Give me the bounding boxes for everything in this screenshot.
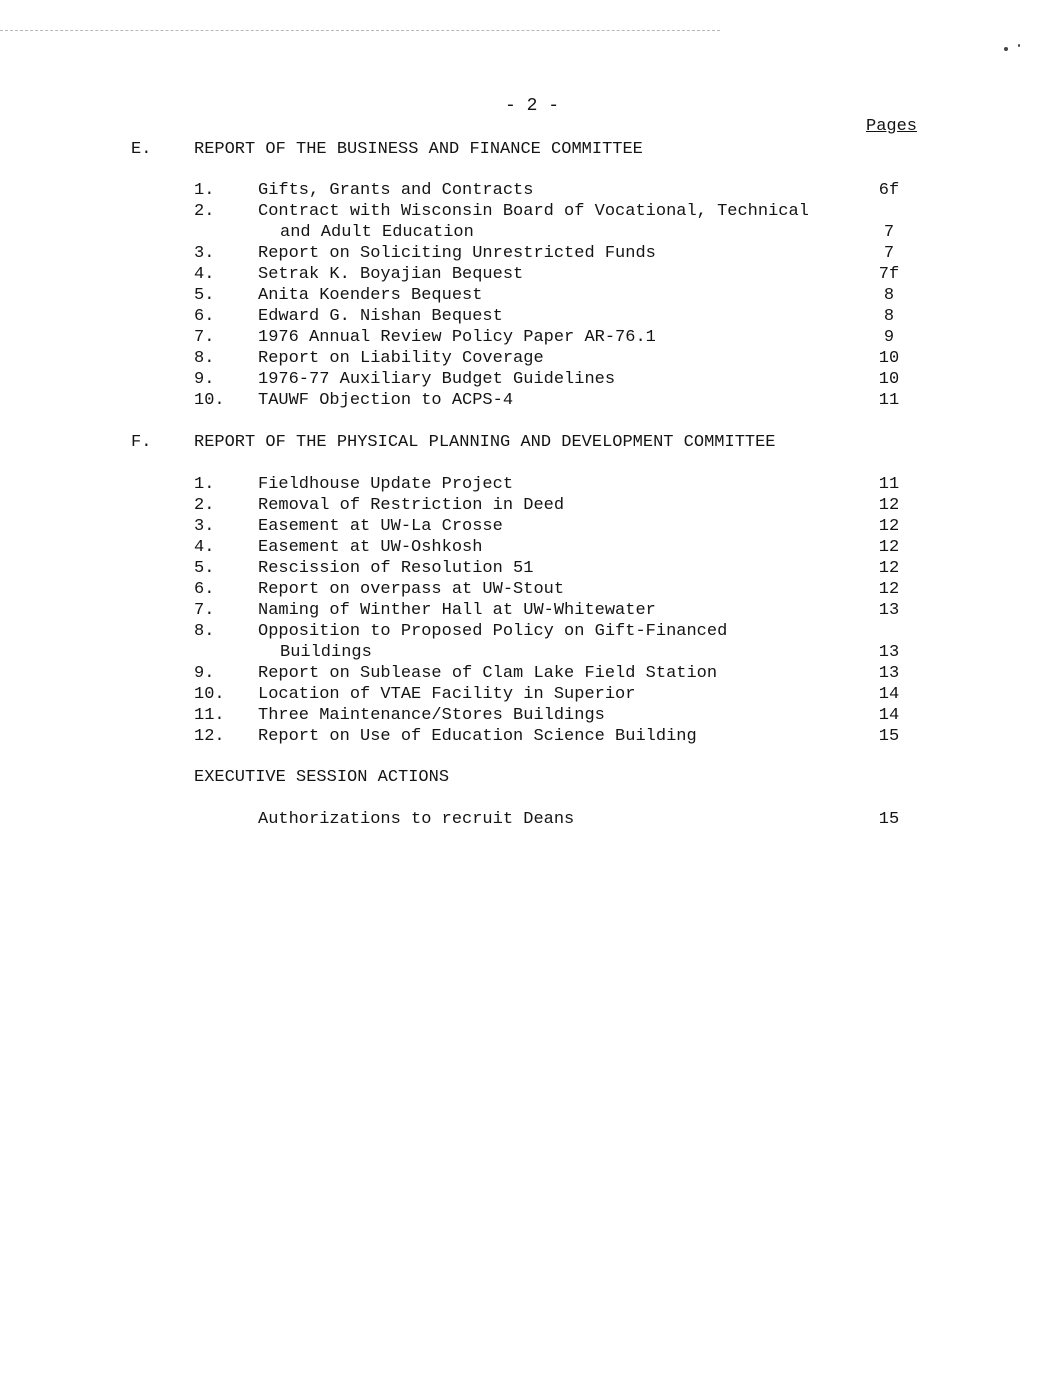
list-item xyxy=(0,664,1058,685)
item-number: 7. xyxy=(194,601,215,620)
list-item xyxy=(0,622,1058,643)
item-text: Buildings xyxy=(280,643,372,662)
item-text: Report on Use of Education Science Building xyxy=(258,727,697,746)
item-number: 10. xyxy=(194,391,225,410)
item-number: 8. xyxy=(194,349,215,368)
executive-session-title: EXECUTIVE SESSION ACTIONS xyxy=(194,768,450,787)
item-text: Edward G. Nishan Bequest xyxy=(258,307,503,326)
section-e-title: REPORT OF THE BUSINESS AND FINANCE COMMITTEE xyxy=(194,140,643,159)
list-item xyxy=(0,202,1058,223)
item-text: Opposition to Proposed Policy on Gift-Financed xyxy=(258,622,728,641)
item-number: 10. xyxy=(194,685,225,704)
item-page: 6f xyxy=(878,181,900,200)
item-number: 3. xyxy=(194,517,215,536)
list-item xyxy=(0,370,1058,391)
item-page: 8 xyxy=(883,286,895,305)
item-text: Report on overpass at UW-Stout xyxy=(258,580,565,599)
item-number: 11. xyxy=(194,706,225,725)
item-page: 12 xyxy=(878,559,900,578)
item-page: 12 xyxy=(878,580,900,599)
list-item xyxy=(0,580,1058,601)
list-item xyxy=(0,685,1058,706)
list-item xyxy=(0,307,1058,328)
list-item xyxy=(0,391,1058,412)
list-item xyxy=(0,349,1058,370)
item-page: 13 xyxy=(878,664,900,683)
item-number: 9. xyxy=(194,664,215,683)
item-text: Contract with Wisconsin Board of Vocational, Technical xyxy=(258,202,809,221)
page-number: - 2 - xyxy=(505,96,560,116)
item-text: Easement at UW-La Crosse xyxy=(258,517,503,536)
list-item xyxy=(0,265,1058,286)
item-text: Report on Sublease of Clam Lake Field Station xyxy=(258,664,718,683)
list-item xyxy=(0,244,1058,265)
item-text: Setrak K. Boyajian Bequest xyxy=(258,265,524,284)
list-item xyxy=(0,496,1058,517)
item-text: 1976 Annual Review Policy Paper AR-76.1 xyxy=(258,328,656,347)
list-item xyxy=(0,475,1058,496)
item-page: 9 xyxy=(883,328,895,347)
list-item xyxy=(0,328,1058,349)
item-page: 13 xyxy=(878,601,900,620)
item-text: Fieldhouse Update Project xyxy=(258,475,514,494)
item-page: 13 xyxy=(878,643,900,662)
item-page: 10 xyxy=(878,370,900,389)
item-text: Authorizations to recruit Deans xyxy=(258,810,575,829)
item-number: 5. xyxy=(194,286,215,305)
list-item xyxy=(0,601,1058,622)
item-number: 12. xyxy=(194,727,225,746)
list-item xyxy=(0,810,1058,831)
item-text: and Adult Education xyxy=(280,223,474,242)
item-number: 2. xyxy=(194,202,215,221)
scan-artifact-line xyxy=(0,30,720,32)
item-text: Location of VTAE Facility in Superior xyxy=(258,685,636,704)
item-page: 7f xyxy=(878,265,900,284)
list-item xyxy=(0,643,1058,664)
item-text: TAUWF Objection to ACPS-4 xyxy=(258,391,514,410)
item-text: Naming of Winther Hall at UW-Whitewater xyxy=(258,601,656,620)
section-f-letter: F. xyxy=(131,433,152,452)
item-number: 6. xyxy=(194,307,215,326)
scan-speck xyxy=(1004,47,1008,51)
scan-speck xyxy=(1018,44,1020,47)
item-page: 11 xyxy=(878,391,900,410)
item-number: 8. xyxy=(194,622,215,641)
item-number: 5. xyxy=(194,559,215,578)
item-text: Rescission of Resolution 51 xyxy=(258,559,534,578)
list-item xyxy=(0,223,1058,244)
item-page: 10 xyxy=(878,349,900,368)
item-number: 1. xyxy=(194,181,215,200)
item-page: 12 xyxy=(878,496,900,515)
pages-column-header: Pages xyxy=(866,117,918,136)
item-text: 1976-77 Auxiliary Budget Guidelines xyxy=(258,370,616,389)
item-number: 4. xyxy=(194,538,215,557)
list-item xyxy=(0,538,1058,559)
section-e-letter: E. xyxy=(131,140,152,159)
item-page: 7 xyxy=(883,244,895,263)
item-text: Gifts, Grants and Contracts xyxy=(258,181,534,200)
item-page: 14 xyxy=(878,706,900,725)
item-page: 8 xyxy=(883,307,895,326)
list-item xyxy=(0,559,1058,580)
list-item xyxy=(0,727,1058,748)
item-page: 14 xyxy=(878,685,900,704)
item-page: 12 xyxy=(878,517,900,536)
item-text: Anita Koenders Bequest xyxy=(258,286,483,305)
item-page: 15 xyxy=(878,810,900,829)
item-number: 4. xyxy=(194,265,215,284)
list-item xyxy=(0,517,1058,538)
item-text: Report on Liability Coverage xyxy=(258,349,544,368)
item-number: 3. xyxy=(194,244,215,263)
item-page: 15 xyxy=(878,727,900,746)
list-item xyxy=(0,706,1058,727)
item-text: Easement at UW-Oshkosh xyxy=(258,538,483,557)
item-text: Three Maintenance/Stores Buildings xyxy=(258,706,605,725)
item-text: Report on Soliciting Unrestricted Funds xyxy=(258,244,656,263)
item-page: 12 xyxy=(878,538,900,557)
list-item xyxy=(0,181,1058,202)
list-item xyxy=(0,286,1058,307)
item-number: 2. xyxy=(194,496,215,515)
section-f-title: REPORT OF THE PHYSICAL PLANNING AND DEVELOPMENT COMMITTEE xyxy=(194,433,776,452)
item-number: 7. xyxy=(194,328,215,347)
item-number: 1. xyxy=(194,475,215,494)
item-number: 6. xyxy=(194,580,215,599)
item-number: 9. xyxy=(194,370,215,389)
item-text: Removal of Restriction in Deed xyxy=(258,496,565,515)
item-page: 7 xyxy=(883,223,895,242)
item-page: 11 xyxy=(878,475,900,494)
